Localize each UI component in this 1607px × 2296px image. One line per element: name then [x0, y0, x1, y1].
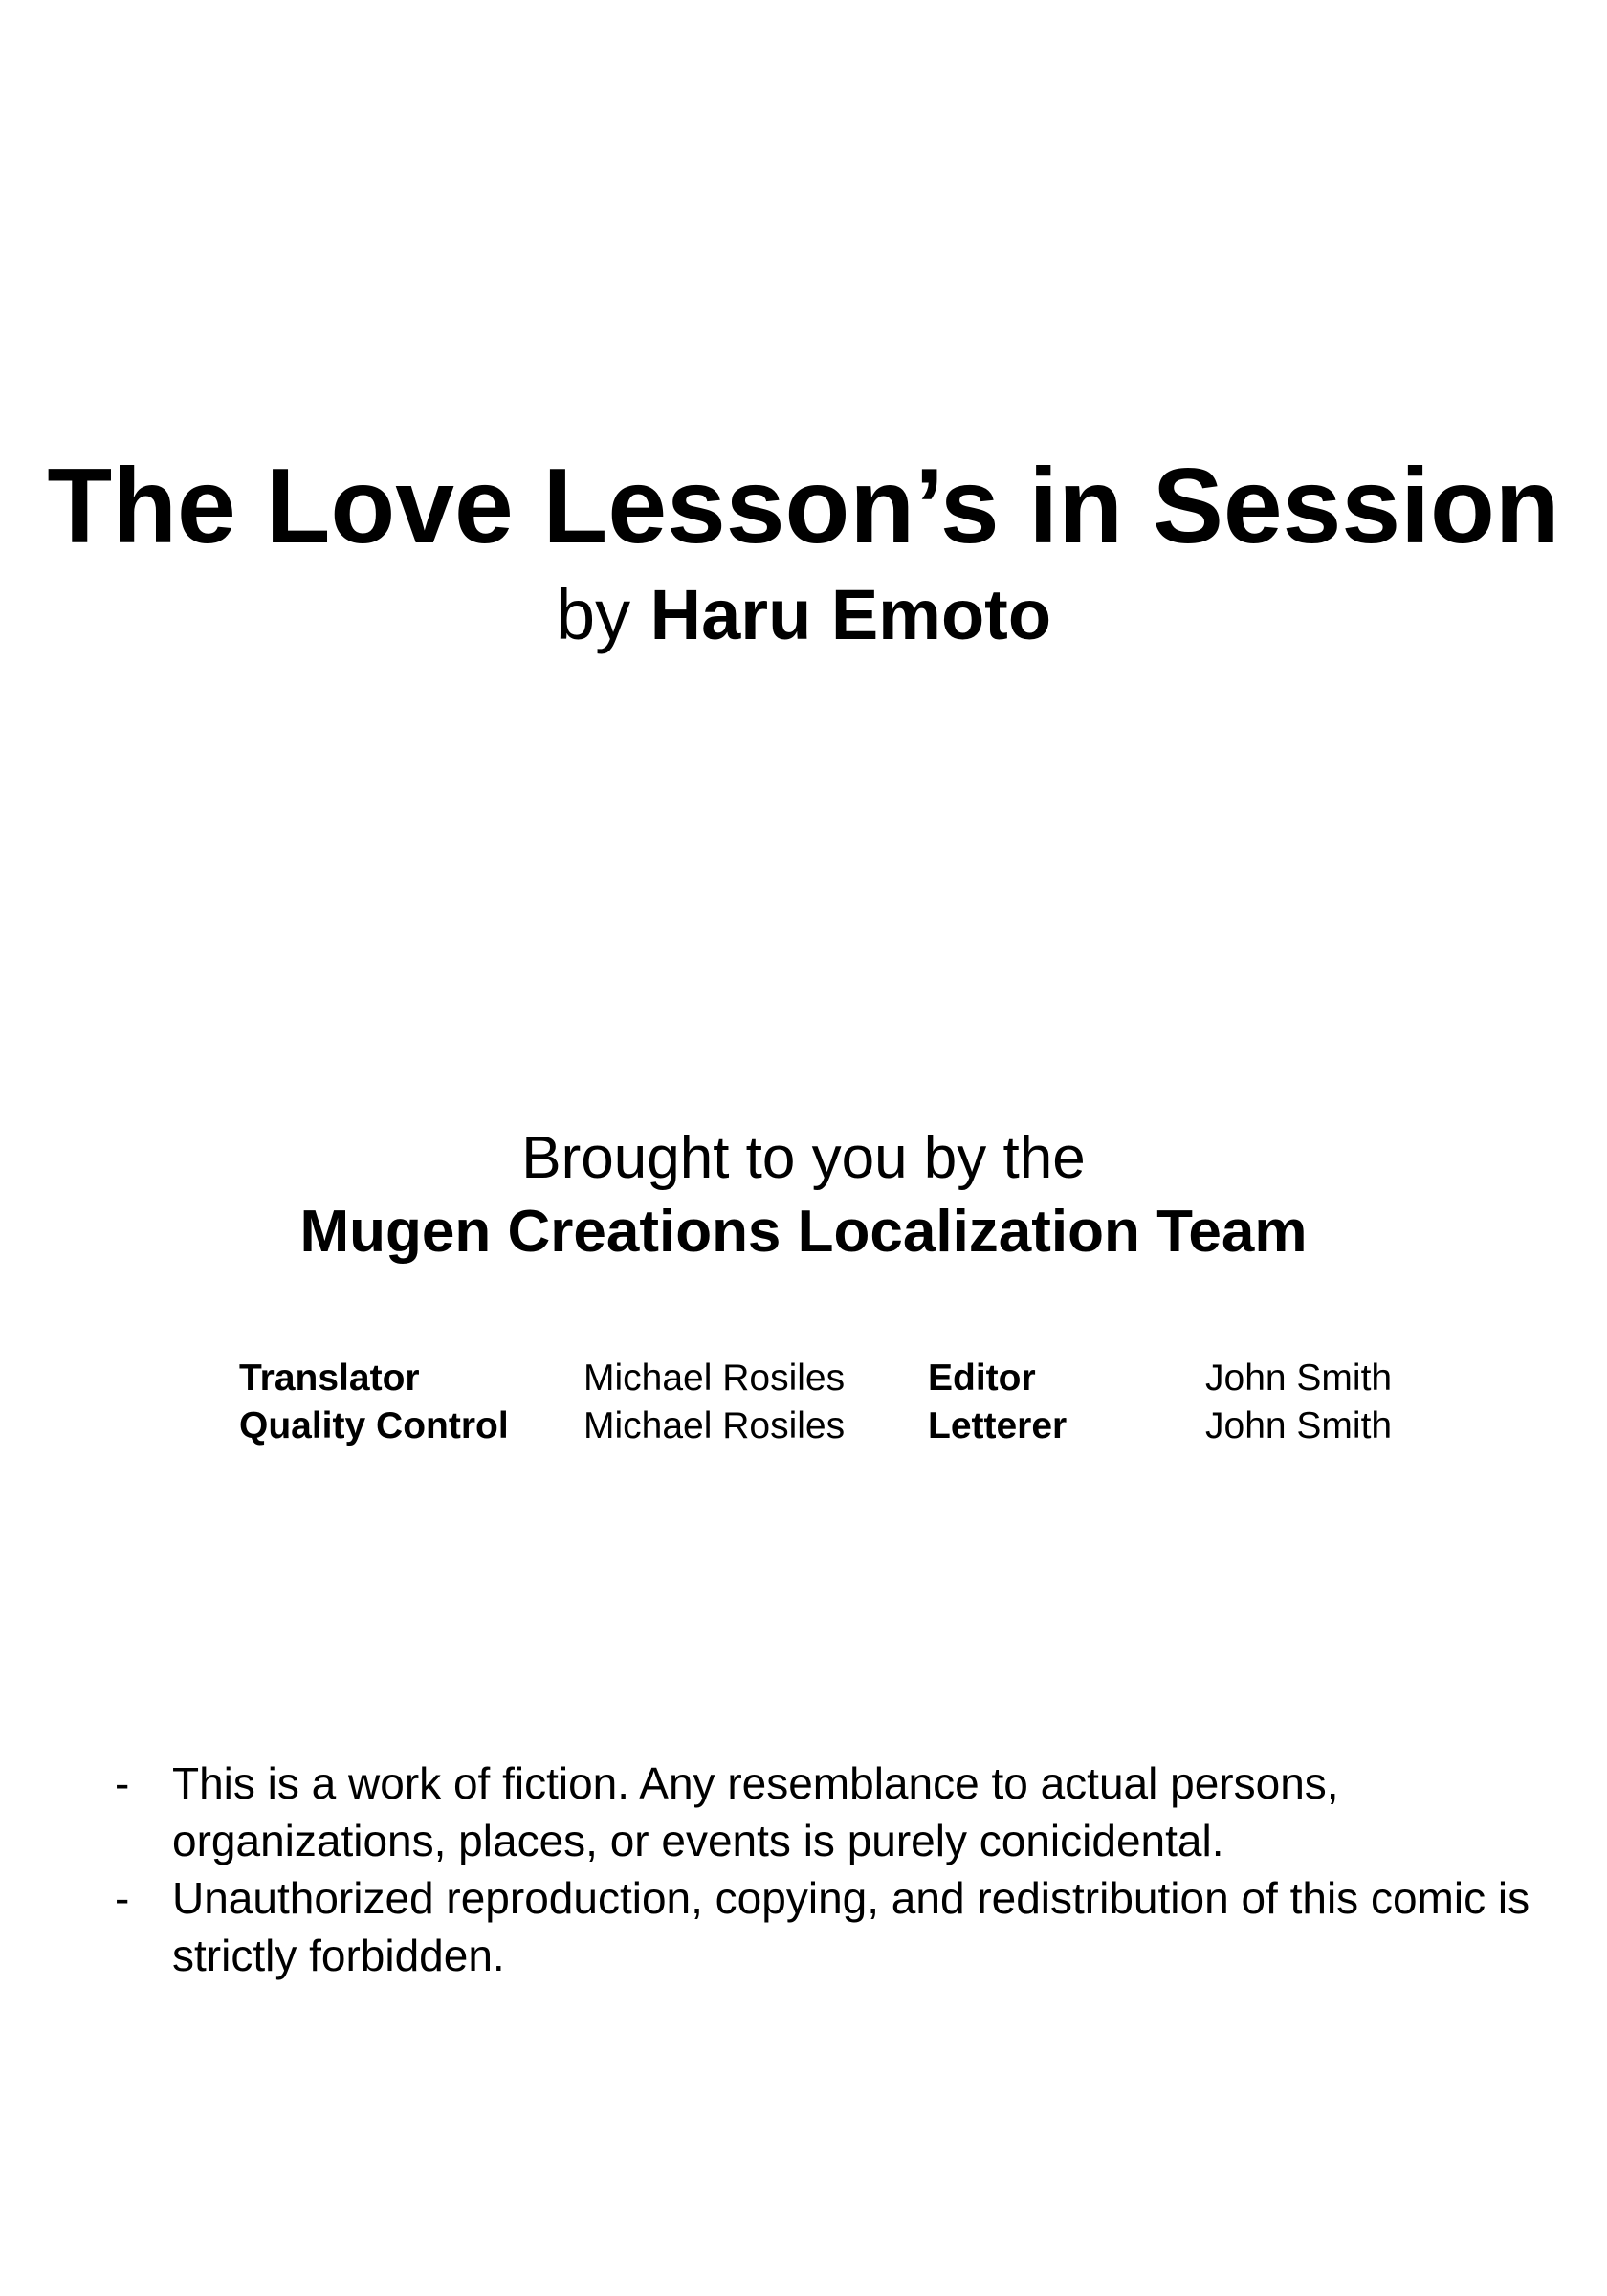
list-dash: -	[115, 1873, 130, 1923]
disclaimer-item	[115, 1755, 1550, 1869]
credit-role: Translator	[239, 1358, 420, 1399]
brought-to-you-text: Brought to you by the	[521, 1125, 1086, 1191]
disclaimer-list	[115, 1755, 1550, 1984]
credit-name: John Smith	[1205, 1358, 1393, 1399]
credit-name: John Smith	[1205, 1405, 1393, 1446]
disclaimer-item	[115, 1869, 1550, 1984]
list-dash: -	[115, 1758, 130, 1808]
credit-role: Quality Control	[239, 1405, 509, 1446]
team-name: Mugen Creations Localization Team	[299, 1199, 1308, 1265]
credit-name: Michael Rosiles	[583, 1405, 846, 1446]
byline-prefix: by	[555, 575, 631, 654]
credits-table	[239, 1355, 1425, 1460]
credit-row	[239, 1355, 1425, 1402]
comic-title: The Love Lesson’s in Session	[47, 447, 1560, 565]
credit-role: Letterer	[928, 1405, 1068, 1446]
byline	[0, 574, 1607, 655]
author-name: Haru Emoto	[649, 575, 1052, 654]
credit-row	[239, 1402, 1425, 1450]
credit-name: Michael Rosiles	[583, 1358, 846, 1399]
disclaimer-text: This is a work of fiction. Any resemblance to actual persons, organizations, places, or events is purely conicidental.	[172, 1758, 1339, 1866]
credit-role: Editor	[928, 1358, 1036, 1399]
disclaimer-text: Unauthorized reproduction, copying, and redistribution of this comic is strictly forbidden.	[172, 1873, 1530, 1980]
